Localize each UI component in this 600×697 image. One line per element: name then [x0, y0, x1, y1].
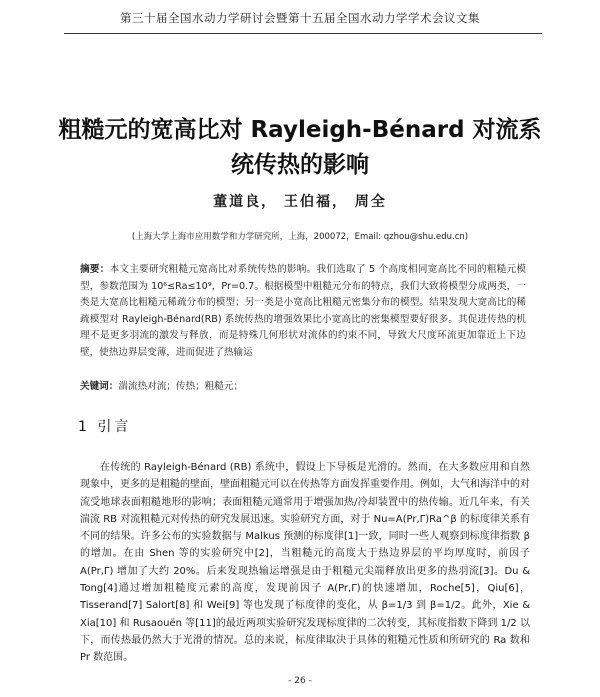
abstract-text: 本文主要研究粗糙元宽高比对系统传热的影响。我们选取了 5 个高度相同宽高比不同的粗糙元模型，参数范围为 10⁶≤Ra≤10⁹，Pr=0.7。根据模型中粗糙元分布的特点，我们大致将模型分成两类，一类是大宽高比粗糙元稀疏分布的模型；另一类是小宽高比粗糙元密集分布的模型。结果发现大宽高比的稀疏模型对 Rayleigh-Bénard(RB) 系统传热的增强效果比小宽高比的密集模型要好很多。其促进传热的机理不是更多羽流的激发与释放，而是特殊几何形状对流体的约束不同，导致大尺度环流更加靠近上下边壁，使热边界层变薄，进而促进了热输运 [80, 264, 527, 358]
header-rule [64, 33, 542, 34]
keywords-text: 湍流热对流；传热；粗糙元； [118, 381, 244, 392]
section-heading-introduction: 1 引言 [78, 419, 132, 435]
authors: 董道良， 王伯福， 周全 [213, 194, 387, 210]
abstract-label: 摘要： [80, 264, 110, 275]
title-line-2: 统传热的影响 [231, 152, 369, 178]
page-number: - 26 - [288, 676, 312, 686]
keywords-label: 关键词： [80, 381, 119, 392]
running-head: 第三十届全国水动力学研讨会暨第十五届全国水动力学学术会议文集 [120, 11, 480, 25]
introduction-paragraph: 在传统的 Rayleigh-Bénard (RB) 系统中，假设上下导板是光滑的。然而，在大多数应用和自然现象中，更多的是粗糙的壁面，壁面粗糙元可以在传热等方面发挥重要作用。例如，大气和海洋中的对流受地球表面粗糙地形的影响；表面粗糙元通常用于增强加热/冷却装置中的热传输。近几年来，有关湍流 RB 对流粗糙元对传热的研究发展迅速。实验研究方面，对于 Nu=A(Pr,Γ)Ra^β 的标度律关系有不同的结果。许多公布的实验数据与 Malkus 预测的标度律[1]一致，同时一些人观察到标度律指数 β 的增加。在由 Shen 等的实验研究中[2]，当粗糙元的高度大于热边界层的平均厚度时，前因子 A(Pr,Γ) 增加了大约 20%。后来发现热输运增强是由于粗糙元尖端释放出更多的热羽流[3]。Du & Tong[4]通过增加粗糙度元素的高度，发现前因子 A(Pr,Γ)的快速增加，Roche[5]，Qiu[6]，Tisserand[7] Salort[8] 和 Wei[9] 等也发现了标度律的变化，从 β=1/3 到 β=1/2。此外，Xie & Xia[10] 和 Rusaouën 等[11]的最近两项实验研究发现标度律的二次转变，其标度指数下降到 1/2 以下，而传热最仍然大于光滑的情况。总的来说，标度律取决于具体的粗糙元性质和所研究的 Ra 数和 Pr 数范围。 [80, 462, 530, 664]
paper-title [40, 113, 560, 183]
title-line-1: 粗糙元的宽高比对 Rayleigh-Bénard 对流系 [58, 117, 542, 143]
keywords [80, 378, 526, 392]
affiliation: (上海大学上海市应用数学和力学研究所，上海，200072，Email: qzhou@shu.edu.cn) [131, 232, 469, 242]
abstract [80, 262, 526, 362]
